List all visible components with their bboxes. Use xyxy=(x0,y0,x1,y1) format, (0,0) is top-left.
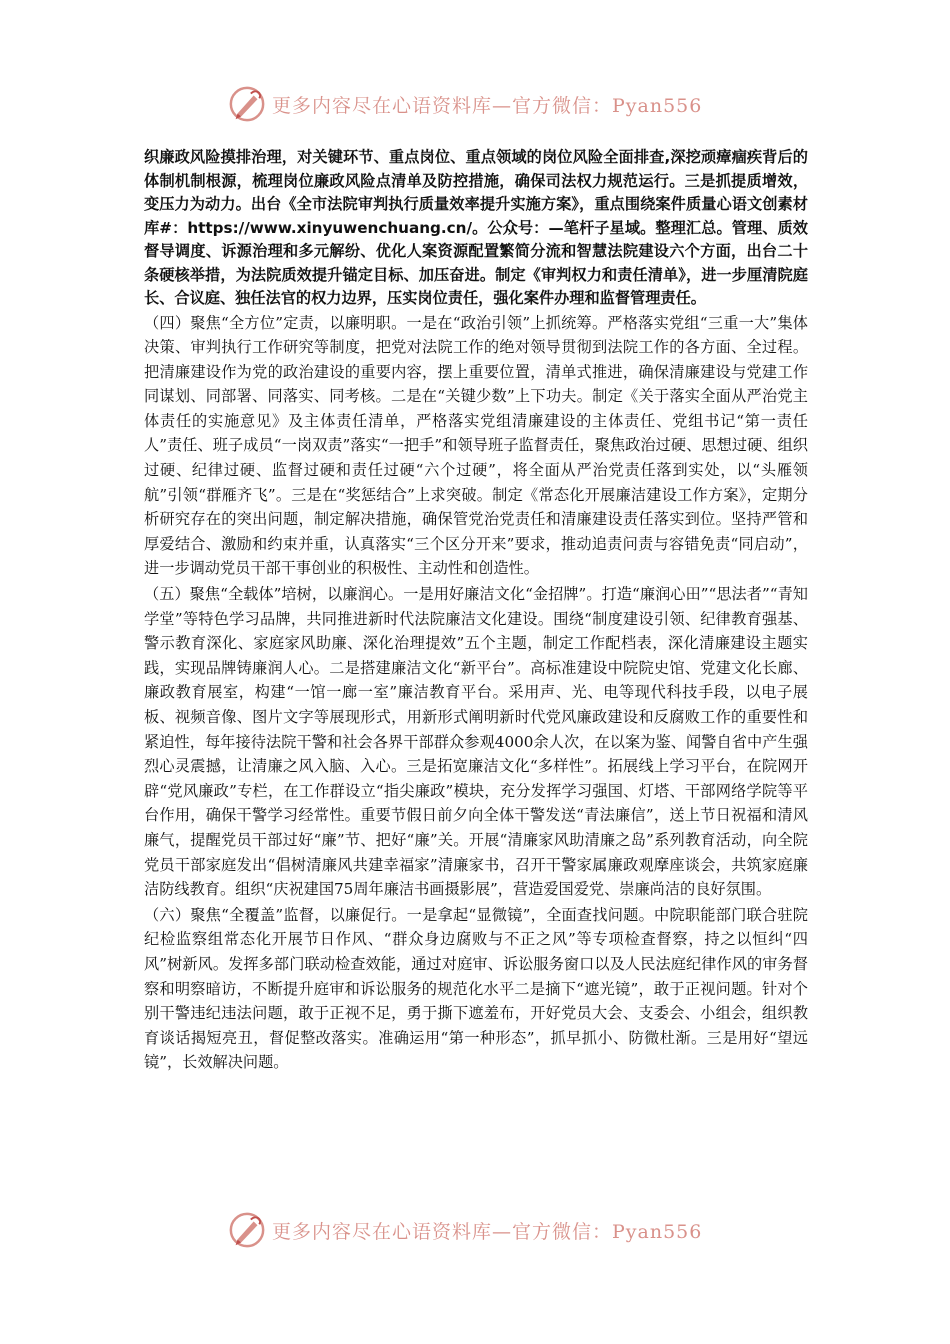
pen-logo-icon xyxy=(228,1211,266,1249)
footer-watermark-banner xyxy=(228,1208,728,1252)
paragraph-section-six: （六）聚焦“全覆盖”监督，以廉促行。一是拿起“显微镜”，全面查找问题。中院职能部门联合驻院纪检监察组常态化开展节日作风、“群众身边腐败与不正之风”等专项检查督察，持之以恒纠“四风”树新风。发挥多部门联动检查效能，通过对庭审、诉讼服务窗口以及人民法庭纪律作风的审务督察和明察暗访，不断提升庭审和诉讼服务的规范化水平二是摘下“遮光镜”，敢于正视问题。针对个别干警违纪违法问题，敢于正视不足，勇于撕下遮羞布，开好党员大会、支委会、小组会，组织教育谈话揭短亮丑，督促整改落实。准确运用“第一种形态”，抓早抓小、防微杜渐。三是用好“望远镜”，长效解决问题。 xyxy=(144,905,808,1072)
document-body xyxy=(144,146,808,1075)
banner-text: 更多内容尽在心语资料库—官方微信：Pyan556 xyxy=(272,1220,703,1243)
pen-logo-icon xyxy=(228,85,266,123)
banner-text: 更多内容尽在心语资料库—官方微信：Pyan556 xyxy=(272,94,703,117)
header-watermark-banner xyxy=(228,82,728,126)
paragraph-bold-continuation: 织廉政风险摸排治理，对关键环节、重点岗位、重点领域的岗位风险全面排查,深挖顽瘴痼疾背后的体制机制根源，梳理岗位廉政风险点清单及防控措施，确保司法权力规范运行。三是抓提质增效，变压力为动力。出台《全市法院审判执行质量效率提升实施方案》，重点围绕案件质量心语文创素材库#：https://www.xinyuwenchuang.cn/。公众号：—笔杆子星域。整理汇总。管理、质效督导调度、诉源治理和多元解纷、优化人案资源配置繁简分流和智慧法院建设六个方面，出台二十条硬核举措，为法院质效提升锚定目标、加压奋进。制定《审判权力和责任清单》，进一步厘清院庭长、合议庭、独任法官的权力边界，压实岗位责任，强化案件办理和监督管理责任。 xyxy=(144,148,808,307)
paragraph-section-five: （五）聚焦“全载体”培树，以廉润心。一是用好廉洁文化“金招牌”。打造“廉润心田”“思法者”“青知学堂”等特色学习品牌，共同推进新时代法院廉洁文化建设。围绕“制度建设引领、纪律教育强基、警示教育深化、家庭家风助廉、深化治理提效”五个主题，制定工作配档表，深化清廉建设主题实践，实现品牌铸廉润人心。二是搭建廉洁文化“新平台”。高标准建设中院院史馆、党建文化长廊、廉政教育展室，构建“一馆一廊一室”廉洁教育平台。采用声、光、电等现代科技手段，以电子展板、视频音像、图片文字等展现形式，用新形式阐明新时代党风廉政建设和反腐败工作的重要性和紧迫性，每年接待法院干警和社会各界干部群众参观4000余人次，在以案为鉴、闻警自省中产生强烈心灵震撼，让清廉之风入脑、入心。三是拓宽廉洁文化“多样性”。拓展线上学习平台，在院网开辟“党风廉政”专栏，在工作群设立“指尖廉政”模块，充分发挥学习强国、灯塔、干部网络学院等平台作用，确保干警学习经常性。重要节假日前夕向全体干警发送“青法廉信”，送上节日祝福和清风廉气，提醒党员干部过好“廉”节、把好“廉”关。开展“清廉家风助清廉之岛”系列教育活动，向全院党员干部家庭发出“倡树清廉风共建幸福家”清廉家书，召开干警家属廉政观摩座谈会，共筑家庭廉洁防线教育。组织“庆祝建国75周年廉洁书画摄影展”，营造爱国爱党、崇廉尚洁的良好氛围。 xyxy=(144,585,808,899)
paragraph-section-four: （四）聚焦“全方位”定责，以廉明职。一是在“政治引领”上抓统筹。严格落实党组“三重一大”集体决策、审判执行工作研究等制度，把党对法院工作的绝对领导贯彻到法院工作的各方面、全过程。把清廉建设作为党的政治建设的重要内容，摆上重要位置，清单式推进，确保清廉建设与党建工作同谋划、同部署、同落实、同考核。二是在“关键少数”上下功夫。制定《关于落实全面从严治党主体责任的实施意见》及主体责任清单，严格落实党组清廉建设的主体责任、党组书记“第一责任人”责任、班子成员“一岗双责”落实“一把手”和领导班子监督责任，聚焦政治过硬、思想过硬、组织过硬、纪律过硬、监督过硬和责任过硬“六个过硬”，将全面从严治党责任落到实处，以“头雁领航”引领“群雁齐飞”。三是在“奖惩结合”上求突破。制定《常态化开展廉洁建设工作方案》，定期分析研究存在的突出问题，制定解决措施，确保管党治党责任和清廉建设责任落实到位。坚持严管和厚爱结合、激励和约束并重，认真落实“三个区分开来”要求，推动追责问责与容错免责“同启动”，进一步调动党员干部干事创业的积极性、主动性和创造性。 xyxy=(144,313,808,578)
